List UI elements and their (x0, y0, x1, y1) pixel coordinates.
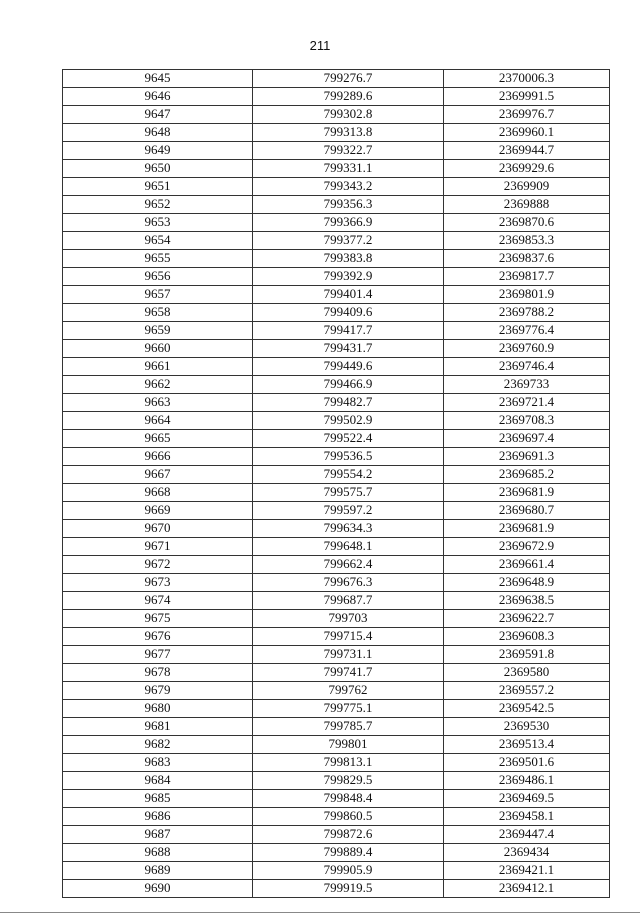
y-coordinate-cell: 2369412.1 (444, 880, 610, 898)
point-number-cell: 9665 (63, 430, 253, 448)
x-coordinate-cell: 799741.7 (253, 664, 444, 682)
point-number-cell: 9677 (63, 646, 253, 664)
y-coordinate-cell: 2369557.2 (444, 682, 610, 700)
x-coordinate-cell: 799801 (253, 736, 444, 754)
x-coordinate-cell: 799313.8 (253, 124, 444, 142)
table-row (63, 88, 610, 106)
y-coordinate-cell: 2369976.7 (444, 106, 610, 124)
table-row (63, 754, 610, 772)
point-number-cell: 9689 (63, 862, 253, 880)
table-row (63, 124, 610, 142)
point-number-cell: 9661 (63, 358, 253, 376)
point-number-cell: 9649 (63, 142, 253, 160)
y-coordinate-cell: 2369708.3 (444, 412, 610, 430)
x-coordinate-cell: 799383.8 (253, 250, 444, 268)
table-row (63, 772, 610, 790)
table-row (63, 826, 610, 844)
table-row (63, 610, 610, 628)
table-row (63, 862, 610, 880)
y-coordinate-cell: 2369888 (444, 196, 610, 214)
y-coordinate-cell: 2369486.1 (444, 772, 610, 790)
y-coordinate-cell: 2369760.9 (444, 340, 610, 358)
point-number-cell: 9672 (63, 556, 253, 574)
y-coordinate-cell: 2369853.3 (444, 232, 610, 250)
point-number-cell: 9678 (63, 664, 253, 682)
y-coordinate-cell: 2369721.4 (444, 394, 610, 412)
y-coordinate-cell: 2369746.4 (444, 358, 610, 376)
table-row (63, 286, 610, 304)
point-number-cell: 9673 (63, 574, 253, 592)
y-coordinate-cell: 2369447.4 (444, 826, 610, 844)
y-coordinate-cell: 2369909 (444, 178, 610, 196)
x-coordinate-cell: 799536.5 (253, 448, 444, 466)
x-coordinate-cell: 799356.3 (253, 196, 444, 214)
point-number-cell: 9660 (63, 340, 253, 358)
table-row (63, 574, 610, 592)
x-coordinate-cell: 799703 (253, 610, 444, 628)
point-number-cell: 9663 (63, 394, 253, 412)
table-row (63, 520, 610, 538)
point-number-cell: 9648 (63, 124, 253, 142)
table-row (63, 790, 610, 808)
x-coordinate-cell: 799431.7 (253, 340, 444, 358)
page-bottom-edge (0, 912, 640, 913)
x-coordinate-cell: 799872.6 (253, 826, 444, 844)
table-row (63, 484, 610, 502)
point-number-cell: 9645 (63, 70, 253, 88)
point-number-cell: 9685 (63, 790, 253, 808)
table-row (63, 448, 610, 466)
table-row (63, 70, 610, 88)
table-row (63, 340, 610, 358)
x-coordinate-cell: 799648.1 (253, 538, 444, 556)
table-row (63, 268, 610, 286)
point-number-cell: 9684 (63, 772, 253, 790)
point-number-cell: 9680 (63, 700, 253, 718)
x-coordinate-cell: 799829.5 (253, 772, 444, 790)
point-number-cell: 9658 (63, 304, 253, 322)
point-number-cell: 9683 (63, 754, 253, 772)
x-coordinate-cell: 799331.1 (253, 160, 444, 178)
y-coordinate-cell: 2369788.2 (444, 304, 610, 322)
table-row (63, 880, 610, 898)
x-coordinate-cell: 799687.7 (253, 592, 444, 610)
point-number-cell: 9662 (63, 376, 253, 394)
table-row (63, 250, 610, 268)
y-coordinate-cell: 2369622.7 (444, 610, 610, 628)
x-coordinate-cell: 799522.4 (253, 430, 444, 448)
point-number-cell: 9671 (63, 538, 253, 556)
point-number-cell: 9674 (63, 592, 253, 610)
point-number-cell: 9686 (63, 808, 253, 826)
y-coordinate-cell: 2369580 (444, 664, 610, 682)
table-row (63, 142, 610, 160)
x-coordinate-cell: 799366.9 (253, 214, 444, 232)
point-number-cell: 9656 (63, 268, 253, 286)
y-coordinate-cell: 2369870.6 (444, 214, 610, 232)
x-coordinate-cell: 799785.7 (253, 718, 444, 736)
point-number-cell: 9655 (63, 250, 253, 268)
point-number-cell: 9687 (63, 826, 253, 844)
point-number-cell: 9650 (63, 160, 253, 178)
point-number-cell: 9647 (63, 106, 253, 124)
x-coordinate-cell: 799597.2 (253, 502, 444, 520)
y-coordinate-cell: 2370006.3 (444, 70, 610, 88)
x-coordinate-cell: 799276.7 (253, 70, 444, 88)
table-row (63, 358, 610, 376)
table-row (63, 556, 610, 574)
y-coordinate-cell: 2369608.3 (444, 628, 610, 646)
x-coordinate-cell: 799715.4 (253, 628, 444, 646)
x-coordinate-cell: 799662.4 (253, 556, 444, 574)
y-coordinate-cell: 2369661.4 (444, 556, 610, 574)
point-number-cell: 9657 (63, 286, 253, 304)
y-coordinate-cell: 2369501.6 (444, 754, 610, 772)
x-coordinate-cell: 799343.2 (253, 178, 444, 196)
point-number-cell: 9654 (63, 232, 253, 250)
y-coordinate-cell: 2369776.4 (444, 322, 610, 340)
x-coordinate-cell: 799449.6 (253, 358, 444, 376)
x-coordinate-cell: 799860.5 (253, 808, 444, 826)
table-row (63, 214, 610, 232)
x-coordinate-cell: 799322.7 (253, 142, 444, 160)
x-coordinate-cell: 799392.9 (253, 268, 444, 286)
point-number-cell: 9668 (63, 484, 253, 502)
table-row (63, 844, 610, 862)
table-row (63, 376, 610, 394)
point-number-cell: 9688 (63, 844, 253, 862)
x-coordinate-cell: 799502.9 (253, 412, 444, 430)
point-number-cell: 9682 (63, 736, 253, 754)
x-coordinate-cell: 799409.6 (253, 304, 444, 322)
table-row (63, 808, 610, 826)
x-coordinate-cell: 799289.6 (253, 88, 444, 106)
table-row (63, 646, 610, 664)
x-coordinate-cell: 799482.7 (253, 394, 444, 412)
table-row (63, 718, 610, 736)
table-row (63, 160, 610, 178)
y-coordinate-cell: 2369672.9 (444, 538, 610, 556)
y-coordinate-cell: 2369733 (444, 376, 610, 394)
x-coordinate-cell: 799417.7 (253, 322, 444, 340)
table-row (63, 628, 610, 646)
page-number: 211 (309, 38, 331, 53)
y-coordinate-cell: 2369801.9 (444, 286, 610, 304)
point-number-cell: 9659 (63, 322, 253, 340)
table-row (63, 682, 610, 700)
point-number-cell: 9646 (63, 88, 253, 106)
point-number-cell: 9651 (63, 178, 253, 196)
x-coordinate-cell: 799889.4 (253, 844, 444, 862)
x-coordinate-cell: 799762 (253, 682, 444, 700)
point-number-cell: 9675 (63, 610, 253, 628)
x-coordinate-cell: 799813.1 (253, 754, 444, 772)
table-row (63, 664, 610, 682)
y-coordinate-cell: 2369681.9 (444, 484, 610, 502)
x-coordinate-cell: 799377.2 (253, 232, 444, 250)
point-number-cell: 9676 (63, 628, 253, 646)
table-row (63, 736, 610, 754)
y-coordinate-cell: 2369681.9 (444, 520, 610, 538)
x-coordinate-cell: 799401.4 (253, 286, 444, 304)
table-row (63, 196, 610, 214)
x-coordinate-cell: 799634.3 (253, 520, 444, 538)
y-coordinate-cell: 2369691.3 (444, 448, 610, 466)
x-coordinate-cell: 799676.3 (253, 574, 444, 592)
table-row (63, 322, 610, 340)
x-coordinate-cell: 799554.2 (253, 466, 444, 484)
point-number-cell: 9664 (63, 412, 253, 430)
table-row (63, 106, 610, 124)
table-row (63, 412, 610, 430)
x-coordinate-cell: 799575.7 (253, 484, 444, 502)
point-number-cell: 9690 (63, 880, 253, 898)
x-coordinate-cell: 799848.4 (253, 790, 444, 808)
y-coordinate-cell: 2369991.5 (444, 88, 610, 106)
y-coordinate-cell: 2369542.5 (444, 700, 610, 718)
y-coordinate-cell: 2369685.2 (444, 466, 610, 484)
y-coordinate-cell: 2369680.7 (444, 502, 610, 520)
y-coordinate-cell: 2369469.5 (444, 790, 610, 808)
table-row (63, 700, 610, 718)
point-number-cell: 9669 (63, 502, 253, 520)
point-number-cell: 9681 (63, 718, 253, 736)
point-number-cell: 9667 (63, 466, 253, 484)
x-coordinate-cell: 799731.1 (253, 646, 444, 664)
table-row (63, 178, 610, 196)
table-row (63, 466, 610, 484)
y-coordinate-cell: 2369697.4 (444, 430, 610, 448)
y-coordinate-cell: 2369837.6 (444, 250, 610, 268)
y-coordinate-cell: 2369960.1 (444, 124, 610, 142)
point-number-cell: 9652 (63, 196, 253, 214)
table-row (63, 304, 610, 322)
x-coordinate-cell: 799905.9 (253, 862, 444, 880)
table-row (63, 232, 610, 250)
table-row (63, 538, 610, 556)
point-number-cell: 9653 (63, 214, 253, 232)
y-coordinate-cell: 2369944.7 (444, 142, 610, 160)
x-coordinate-cell: 799775.1 (253, 700, 444, 718)
y-coordinate-cell: 2369638.5 (444, 592, 610, 610)
table-row (63, 394, 610, 412)
y-coordinate-cell: 2369929.6 (444, 160, 610, 178)
y-coordinate-cell: 2369513.4 (444, 736, 610, 754)
y-coordinate-cell: 2369458.1 (444, 808, 610, 826)
point-number-cell: 9666 (63, 448, 253, 466)
y-coordinate-cell: 2369648.9 (444, 574, 610, 592)
y-coordinate-cell: 2369817.7 (444, 268, 610, 286)
x-coordinate-cell: 799919.5 (253, 880, 444, 898)
point-number-cell: 9670 (63, 520, 253, 538)
table-row (63, 592, 610, 610)
coordinates-table (62, 69, 610, 898)
table-row (63, 430, 610, 448)
y-coordinate-cell: 2369591.8 (444, 646, 610, 664)
coordinates-table-body (63, 70, 610, 898)
y-coordinate-cell: 2369530 (444, 718, 610, 736)
x-coordinate-cell: 799466.9 (253, 376, 444, 394)
y-coordinate-cell: 2369434 (444, 844, 610, 862)
point-number-cell: 9679 (63, 682, 253, 700)
table-row (63, 502, 610, 520)
y-coordinate-cell: 2369421.1 (444, 862, 610, 880)
x-coordinate-cell: 799302.8 (253, 106, 444, 124)
